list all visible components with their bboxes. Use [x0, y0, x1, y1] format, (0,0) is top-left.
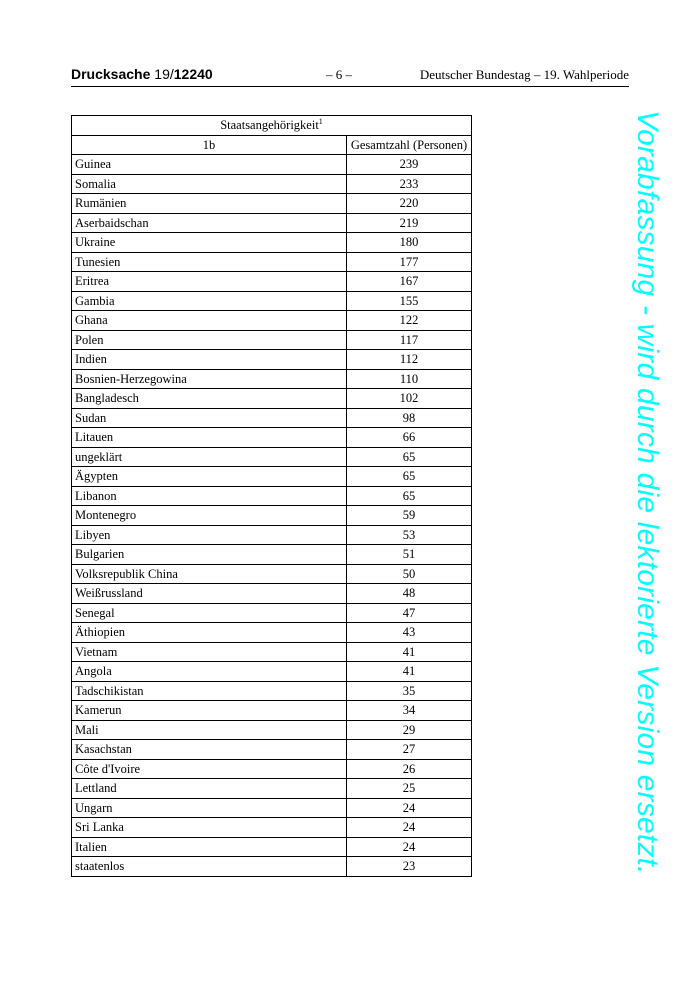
document-number: [71, 66, 213, 82]
country-cell: staatenlos: [72, 857, 347, 877]
country-cell: ungeklärt: [72, 447, 347, 467]
table-row: [72, 447, 472, 467]
count-cell: 98: [347, 408, 472, 428]
table-row: [72, 798, 472, 818]
table-row: [72, 623, 472, 643]
count-cell: 24: [347, 798, 472, 818]
country-cell: Montenegro: [72, 506, 347, 526]
count-cell: 51: [347, 545, 472, 565]
country-cell: Äthiopien: [72, 623, 347, 643]
table-body: [72, 155, 472, 877]
country-cell: Tunesien: [72, 252, 347, 272]
country-cell: Sri Lanka: [72, 818, 347, 838]
table-row: [72, 681, 472, 701]
column-header-total: Gesamtzahl (Personen): [347, 135, 472, 155]
table-row: [72, 564, 472, 584]
publisher: Deutscher Bundestag – 19. Wahlperiode: [419, 67, 629, 82]
table-row: [72, 525, 472, 545]
country-cell: Libyen: [72, 525, 347, 545]
table-row: [72, 213, 472, 233]
count-cell: 177: [347, 252, 472, 272]
count-cell: 41: [347, 642, 472, 662]
table-row: [72, 486, 472, 506]
count-cell: 25: [347, 779, 472, 799]
count-cell: 34: [347, 701, 472, 721]
country-cell: Ägypten: [72, 467, 347, 487]
country-cell: Senegal: [72, 603, 347, 623]
count-cell: 220: [347, 194, 472, 214]
table-row: [72, 155, 472, 175]
table-caption: [72, 116, 472, 136]
country-cell: Kasachstan: [72, 740, 347, 760]
table-row: [72, 857, 472, 877]
count-cell: 24: [347, 818, 472, 838]
table-row: [72, 272, 472, 292]
count-cell: 24: [347, 837, 472, 857]
table-caption-row: [72, 116, 472, 136]
country-cell: Bangladesch: [72, 389, 347, 409]
table-row: [72, 194, 472, 214]
table-row: [72, 506, 472, 526]
count-cell: 112: [347, 350, 472, 370]
count-cell: 50: [347, 564, 472, 584]
count-cell: 233: [347, 174, 472, 194]
country-cell: Sudan: [72, 408, 347, 428]
country-cell: Côte d'Ivoire: [72, 759, 347, 779]
country-cell: Lettland: [72, 779, 347, 799]
count-cell: 59: [347, 506, 472, 526]
country-cell: Ghana: [72, 311, 347, 331]
table-row: [72, 720, 472, 740]
count-cell: 41: [347, 662, 472, 682]
draft-watermark: Vorabfassung - wird durch die lektorierte Version ersetzt.: [631, 110, 664, 875]
table-row: [72, 252, 472, 272]
table-row: [72, 408, 472, 428]
count-cell: 23: [347, 857, 472, 877]
table-row: [72, 662, 472, 682]
table-row: [72, 779, 472, 799]
country-cell: Guinea: [72, 155, 347, 175]
table-row: [72, 603, 472, 623]
country-cell: Volksrepublik China: [72, 564, 347, 584]
count-cell: 180: [347, 233, 472, 253]
table-row: [72, 467, 472, 487]
count-cell: 239: [347, 155, 472, 175]
count-cell: 53: [347, 525, 472, 545]
count-cell: 43: [347, 623, 472, 643]
caption-footnote: 1: [318, 116, 323, 126]
count-cell: 65: [347, 447, 472, 467]
table-row: [72, 174, 472, 194]
country-cell: Bulgarien: [72, 545, 347, 565]
count-cell: 26: [347, 759, 472, 779]
country-cell: Polen: [72, 330, 347, 350]
country-cell: Indien: [72, 350, 347, 370]
caption-text: Staatsangehörigkeit: [220, 118, 319, 132]
country-cell: Ungarn: [72, 798, 347, 818]
country-cell: Somalia: [72, 174, 347, 194]
count-cell: 47: [347, 603, 472, 623]
table-header-row: [72, 135, 472, 155]
country-cell: Eritrea: [72, 272, 347, 292]
table-row: [72, 233, 472, 253]
count-cell: 122: [347, 311, 472, 331]
country-cell: Libanon: [72, 486, 347, 506]
table-row: [72, 350, 472, 370]
count-cell: 66: [347, 428, 472, 448]
table-row: [72, 837, 472, 857]
country-cell: Aserbaidschan: [72, 213, 347, 233]
table-row: [72, 545, 472, 565]
document-number-main: 12240: [173, 66, 213, 82]
count-cell: 48: [347, 584, 472, 604]
table-row: [72, 818, 472, 838]
table-row: [72, 330, 472, 350]
count-cell: 102: [347, 389, 472, 409]
table-row: [72, 311, 472, 331]
table-row: [72, 759, 472, 779]
country-cell: Weißrussland: [72, 584, 347, 604]
document-number-prefix: 19/: [154, 66, 174, 82]
count-cell: 65: [347, 486, 472, 506]
table-row: [72, 740, 472, 760]
country-cell: Vietnam: [72, 642, 347, 662]
country-cell: Mali: [72, 720, 347, 740]
page-number: – 6 –: [326, 67, 352, 82]
country-cell: Tadschikistan: [72, 681, 347, 701]
table-row: [72, 642, 472, 662]
country-cell: Gambia: [72, 291, 347, 311]
count-cell: 219: [347, 213, 472, 233]
country-cell: Litauen: [72, 428, 347, 448]
page-header: [71, 66, 629, 87]
table-row: [72, 369, 472, 389]
nationality-table: [71, 115, 472, 877]
table-row: [72, 701, 472, 721]
count-cell: 155: [347, 291, 472, 311]
count-cell: 29: [347, 720, 472, 740]
count-cell: 27: [347, 740, 472, 760]
country-cell: Ukraine: [72, 233, 347, 253]
table-row: [72, 291, 472, 311]
country-cell: Angola: [72, 662, 347, 682]
count-cell: 117: [347, 330, 472, 350]
column-header-1b: 1b: [72, 135, 347, 155]
country-cell: Italien: [72, 837, 347, 857]
table-row: [72, 389, 472, 409]
country-cell: Kamerun: [72, 701, 347, 721]
country-cell: Rumänien: [72, 194, 347, 214]
country-cell: Bosnien-Herzegowina: [72, 369, 347, 389]
table-row: [72, 428, 472, 448]
count-cell: 167: [347, 272, 472, 292]
table-row: [72, 584, 472, 604]
count-cell: 35: [347, 681, 472, 701]
count-cell: 65: [347, 467, 472, 487]
document-label: Drucksache: [71, 66, 151, 82]
count-cell: 110: [347, 369, 472, 389]
